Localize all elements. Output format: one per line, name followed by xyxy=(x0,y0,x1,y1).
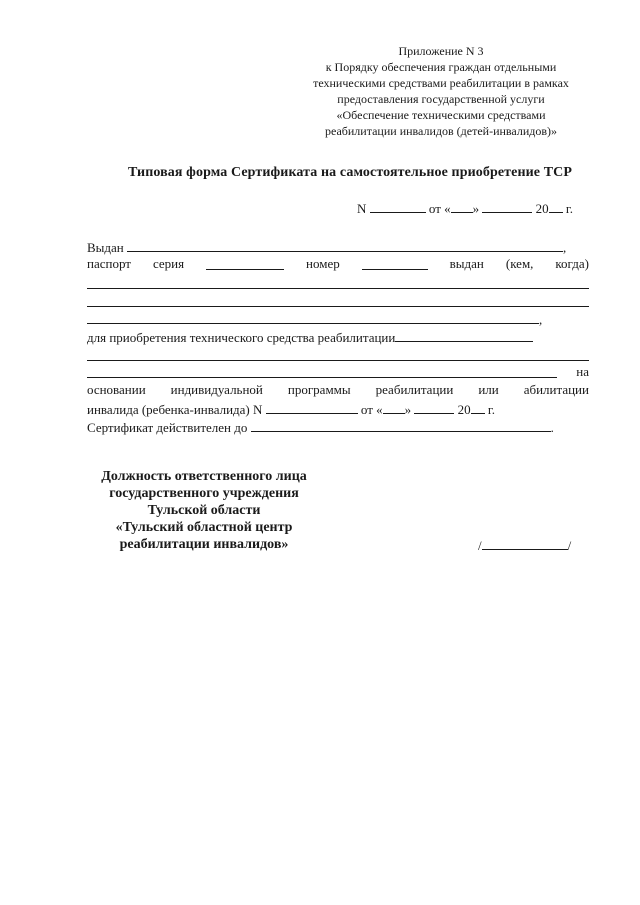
appendix-line: Приложение N 3 xyxy=(398,44,484,58)
tsr-name-continued-field[interactable] xyxy=(87,364,557,378)
ipra-year-prefix: 20 xyxy=(457,402,471,417)
number-label: N xyxy=(357,201,367,216)
appendix-line: реабилитации инвалидов (детей-инвалидов)» xyxy=(324,124,558,138)
responsible-person-block xyxy=(88,468,320,553)
issued-comma: , xyxy=(563,240,567,255)
who-when-close: когда) xyxy=(555,256,589,271)
ipra-label: инвалида (ребенка-инвалида) N xyxy=(87,402,263,417)
ipra-month-field[interactable] xyxy=(414,400,454,414)
signature-title-line: Должность ответственного лица xyxy=(101,469,307,484)
date-day-field[interactable] xyxy=(451,199,473,213)
signature-slash-open: / xyxy=(478,538,482,553)
appendix-line: предоставления государственной услуги xyxy=(337,92,545,106)
ipra-quote-close: » xyxy=(404,402,412,417)
ipra-year-field[interactable] xyxy=(471,400,485,414)
passport-row xyxy=(87,256,589,274)
issued-to-field[interactable] xyxy=(127,238,563,252)
appendix-line: «Обеспечение техническими средствами xyxy=(336,108,546,122)
purpose-row xyxy=(87,328,589,346)
issued-row xyxy=(87,238,589,256)
appendix-header xyxy=(296,43,586,139)
basis-word: абилитации xyxy=(523,382,589,397)
form-body xyxy=(87,238,589,436)
basis-row xyxy=(87,382,589,400)
series-label: серия xyxy=(152,256,185,271)
signature-field[interactable] xyxy=(482,536,568,550)
certificate-number-line xyxy=(357,199,573,217)
issued-by-label: выдан xyxy=(449,256,484,271)
passport-series-field[interactable] xyxy=(206,256,284,270)
valid-label: Сертификат действителен до xyxy=(87,420,248,435)
valid-period: . xyxy=(550,420,554,435)
passport-label: паспорт xyxy=(87,256,131,271)
signature-title-line: «Тульский областной центр xyxy=(115,520,293,535)
basis-word: программы xyxy=(287,382,351,397)
basis-word: индивидуальной xyxy=(170,382,263,397)
ipra-row xyxy=(87,400,589,418)
date-prefix: от « xyxy=(428,201,451,216)
signature-slash-close: / xyxy=(567,538,572,553)
valid-row xyxy=(87,418,589,436)
number-label: номер xyxy=(306,256,340,271)
valid-until-field[interactable] xyxy=(251,418,551,432)
basis-word: реабилитации xyxy=(375,382,454,397)
ipra-date-prefix: от « xyxy=(360,402,383,417)
appendix-line: к Порядку обеспечения граждан отдельными xyxy=(325,60,557,74)
tsr-name-line[interactable] xyxy=(87,346,589,364)
basis-word: или xyxy=(478,382,499,397)
issuer-end-row xyxy=(87,310,589,328)
ipra-year-suffix: г. xyxy=(487,402,496,417)
passport-number-field[interactable] xyxy=(362,256,428,270)
date-month-field[interactable] xyxy=(482,199,532,213)
purpose-label: для приобретения технического средства реабилитации xyxy=(87,330,396,345)
signature-title-line: реабилитации инвалидов» xyxy=(119,537,289,552)
year-suffix: г. xyxy=(565,201,574,216)
signature-title-line: государственного учреждения xyxy=(109,486,299,501)
who-when-open: (кем, xyxy=(505,256,534,271)
passport-issuer-line[interactable] xyxy=(87,292,589,310)
issued-label: Выдан xyxy=(87,240,124,255)
signature-title-line: Тульской области xyxy=(147,503,261,518)
appendix-line: техническими средствами реабилитации в рамках xyxy=(313,76,569,90)
tsr-name-field[interactable] xyxy=(395,328,533,342)
issuer-comma: , xyxy=(539,312,543,327)
na-word: на xyxy=(576,364,589,379)
date-quote-close: » xyxy=(472,201,480,216)
document-title: Типовая форма Сертификата на самостоятельное приобретение ТСР xyxy=(127,165,573,180)
ipra-number-field[interactable] xyxy=(266,400,358,414)
na-row xyxy=(87,364,589,382)
certificate-number-field[interactable] xyxy=(370,199,426,213)
signature-line xyxy=(478,536,571,554)
ipra-day-field[interactable] xyxy=(383,400,405,414)
passport-issuer-line[interactable] xyxy=(87,274,589,292)
basis-word: основании xyxy=(87,382,146,397)
year-prefix: 20 xyxy=(535,201,549,216)
date-year-field[interactable] xyxy=(549,199,563,213)
passport-issuer-field[interactable] xyxy=(87,310,539,324)
